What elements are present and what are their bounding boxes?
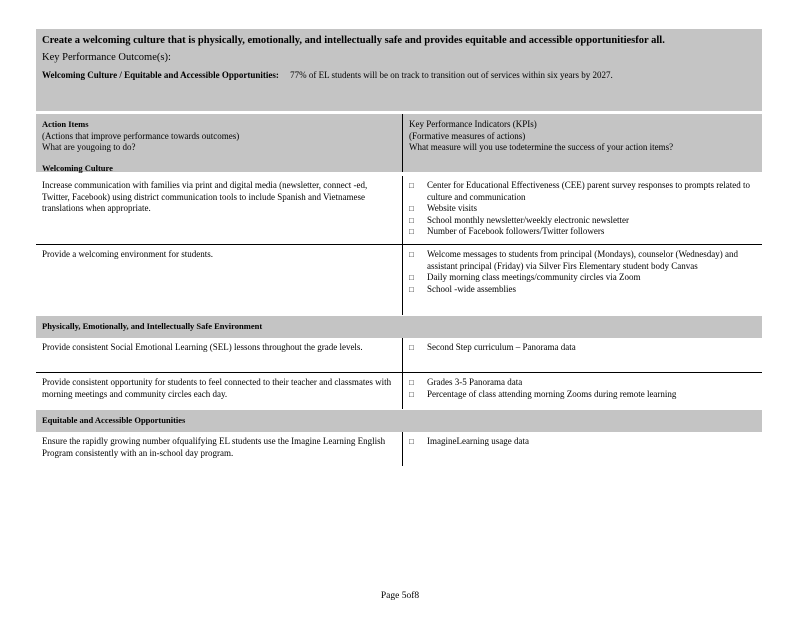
action-cell: Ensure the rapidly growing number ofqualifying EL students use the Imagine Learning English Program consistently with an in-school day program. [42, 436, 386, 458]
action-items-question: What are yougoing to do? [42, 142, 136, 152]
table-row [36, 432, 762, 467]
kpi-item: □ School monthly newsletter/weekly electronic newsletter [409, 215, 756, 227]
action-cell: Provide consistent opportunity for students to feel connected to their teacher and classmates with morning meetings and community circles each day. [42, 377, 392, 399]
kpi-cell [402, 338, 762, 372]
kpi-cell [402, 373, 762, 409]
kpi-item: □ Second Step curriculum – Panorama data [409, 342, 756, 354]
kpo-label: Key Performance Outcome(s): [42, 52, 171, 63]
action-cell: Increase communication with families via print and digital media (newsletter, connect -ed, Twitter, Facebook) using district communication tools to include Spanish and Vietnamese translations when appropriate. [42, 180, 368, 213]
table-row [36, 245, 762, 316]
kpi-item: □ Welcome messages to students from principal (Mondays), counselor (Wednesday) and assistant principal (Friday) via Silver Firs Elementary student body Canvas [409, 249, 756, 272]
table-row [36, 338, 762, 373]
kpi-title: Key Performance Indicators (KPIs) [409, 119, 537, 129]
kpi-cell [402, 176, 762, 244]
kpi-item: □ School -wide assemblies [409, 284, 756, 296]
kpi-item: □ Grades 3-5 Panorama data [409, 377, 756, 389]
document-page [36, 29, 762, 467]
goal-text: Create a welcoming culture that is physically, emotionally, and intellectually safe and provides equitable and accessible opportunitiesfor all. [42, 35, 665, 46]
kpi-item: □ Center for Educational Effectiveness (CEE) parent survey responses to prompts related to culture and communication [409, 180, 756, 203]
header-left [36, 114, 402, 172]
kpi-item: □ Website visits [409, 203, 756, 215]
kpi-question: What measure will you use todetermine the success of your action items? [409, 142, 674, 152]
header-right [402, 114, 762, 172]
table-header-row [36, 114, 762, 173]
section-equitable-opportunities: Equitable and Accessible Opportunities [36, 410, 762, 432]
page-number: Page 5of8 [380, 591, 420, 601]
table-row [36, 176, 762, 245]
goal-block [36, 29, 762, 111]
kpi-item: □ Daily morning class meetings/community circles via Zoom [409, 272, 756, 284]
culture-outcome [42, 70, 756, 80]
kpi-item: □ Percentage of class attending morning Zooms during remote learning [409, 389, 756, 401]
action-items-desc: (Actions that improve performance towards outcomes) [42, 130, 240, 141]
action-items-title: Action Items [42, 119, 89, 129]
kpi-desc: (Formative measures of actions) [409, 130, 526, 141]
culture-value: 77% of EL students will be on track to transition out of services within six years by 2027. [290, 70, 613, 80]
action-cell: Provide consistent Social Emotional Learning (SEL) lessons throughout the grade levels. [42, 342, 363, 352]
kpi-cell [402, 245, 762, 315]
action-cell: Provide a welcoming environment for students. [42, 249, 213, 259]
section-safe-environment: Physically, Emotionally, and Intellectually Safe Environment [36, 316, 762, 338]
kpi-cell [402, 432, 762, 466]
section-welcoming-title: Welcoming Culture [42, 162, 113, 173]
culture-label: Welcoming Culture / Equitable and Accessible Opportunities: [42, 70, 279, 80]
kpi-item: □ ImagineLearning usage data [409, 436, 756, 448]
table-row [36, 373, 762, 410]
kpi-item: □ Number of Facebook followers/Twitter followers [409, 226, 756, 238]
